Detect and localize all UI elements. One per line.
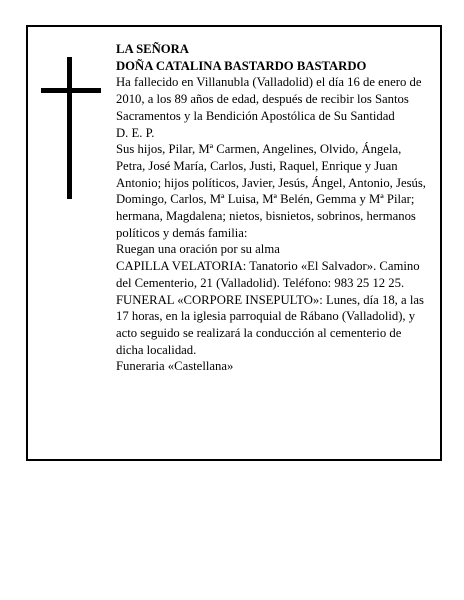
rip-text: D. E. P. <box>116 125 155 140</box>
obituary-frame <box>26 25 442 461</box>
deceased-name: DOÑA CATALINA BASTARDO BASTARDO <box>116 58 367 73</box>
prayer-request: Ruegan una oración por su alma <box>116 242 280 257</box>
family-list: Sus hijos, Pilar, Mª Carmen, Angelines, Olvido, Ángela, Petra, José María, Carlos, Justi, Raquel, Enrique y Juan Antonio; hijos políticos, Javier, Jesús, Ángel, Antonio, Jesús, Domingo, Carlos, Mª Luisa, Mª Belén, Gemma y Mª Pilar; hermana, Magdalena; nietos, bisnietos, sobrinos, hermanos políticos y demás familia: <box>116 142 426 240</box>
obituary-title: LA SEÑORA <box>116 42 189 56</box>
obituary-text <box>116 41 430 375</box>
chapel-info: CAPILLA VELATORIA: Tanatorio «El Salvador». Camino del Cementerio, 21 (Valladolid). Teléfono: 983 25 12 25. <box>116 259 420 290</box>
funeral-home: Funeraria «Castellana» <box>116 359 234 374</box>
cross-icon <box>41 57 101 199</box>
cross-vertical-bar <box>67 57 72 199</box>
cross-horizontal-bar <box>41 88 101 93</box>
funeral-info: FUNERAL «CORPORE INSEPULTO»: Lunes, día 18, a las 17 horas, en la iglesia parroquial de Rábano (Valladolid), y acto seguido se realizará la conducción al cementerio de dicha localidad. <box>116 292 424 357</box>
death-announcement: Ha fallecido en Villanubla (Valladolid) el día 16 de enero de 2010, a los 89 años de edad, después de recibir los Santos Sacramentos y la Bendición Apostólica de Su Santidad <box>116 75 422 123</box>
